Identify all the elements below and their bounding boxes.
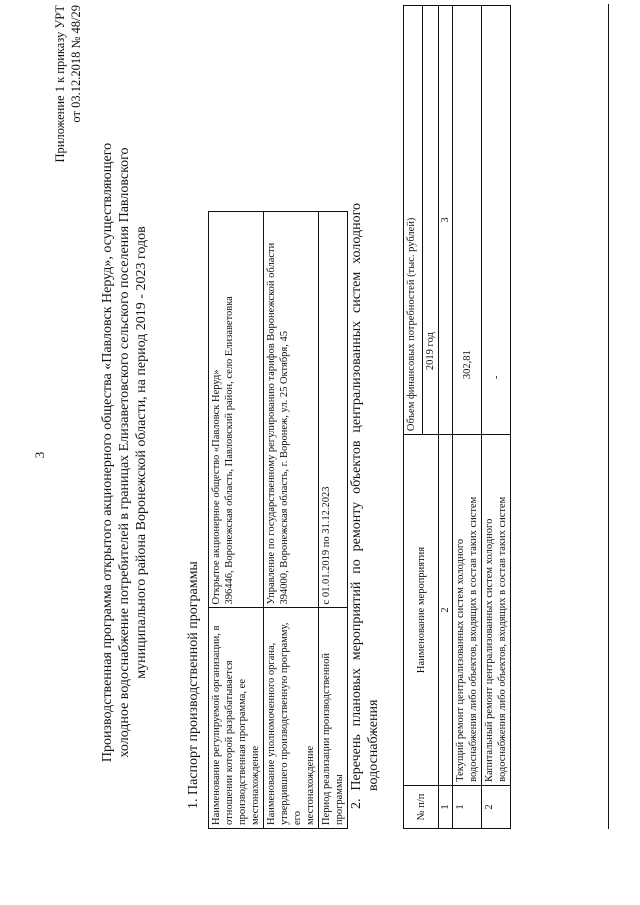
section-2-heading-line-1 — [348, 203, 365, 809]
text-line: отношении которой разрабатывается — [224, 660, 235, 825]
page-bottom-rule — [608, 4, 609, 829]
title-line-2: холодное водоснабжение потребителей в границах Елизаветовского сельского поселения Павловского — [117, 147, 132, 758]
text-line: 394000, Воронежская область, г. Воронеж, ул. 25 Октября, 45 — [279, 331, 290, 605]
heading-word: систем — [349, 271, 364, 313]
text-line: с 01.01.2019 по 31.12.2023 — [321, 486, 332, 605]
appendix-line-2: от 03.12.2018 № 48/29 — [69, 5, 83, 123]
text-line: Наименование уполномоченного органа, — [266, 642, 277, 825]
passport-value — [264, 212, 319, 608]
measure-name — [453, 435, 482, 786]
text-line: Открытое акционерное общество «Павловск Неруд» — [211, 369, 222, 605]
heading-word: объектов — [349, 440, 364, 494]
measure-value: 302,81 — [453, 6, 482, 435]
text-line: Период реализации производственной программы — [321, 653, 345, 825]
row-number: 2 — [482, 785, 511, 828]
heading-word: по — [349, 559, 364, 574]
column-header-volume: Объем финансовых потребностей (тыс. рублей) — [404, 6, 423, 435]
passport-table — [208, 211, 348, 829]
column-numbering-row — [439, 6, 453, 829]
text-line: водоснабжения либо объектов, входящих в состав таких систем — [468, 496, 479, 782]
passport-value — [319, 212, 348, 608]
passport-label — [319, 608, 348, 829]
column-header-name: Наименование мероприятия — [404, 435, 439, 786]
heading-word: ремонту — [349, 501, 364, 552]
text-line: Текущий ремонт централизованных систем холодного — [455, 538, 466, 782]
column-number: 1 — [439, 785, 453, 828]
text-line: производственная программа, ее местонахождение — [237, 678, 261, 825]
heading-word: плановых — [349, 668, 364, 727]
table-row — [482, 6, 511, 829]
table-row — [319, 212, 348, 829]
column-number: 2 — [439, 435, 453, 786]
passport-value — [209, 212, 264, 608]
text-line: утвердившего производственную программу, его — [279, 622, 303, 825]
measure-name — [482, 435, 511, 786]
text-line: Наименование регулируемой организации, в — [211, 625, 222, 825]
heading-word: Перечень — [349, 734, 364, 791]
measure-value: - — [482, 6, 511, 435]
table-row — [264, 212, 319, 829]
column-number: 3 — [439, 6, 453, 435]
document-title — [99, 100, 150, 805]
heading-word: централизованных — [349, 320, 364, 433]
section-1-heading: 1. Паспорт производственной программы — [186, 561, 201, 809]
table-header-row — [404, 6, 423, 829]
table-row — [453, 6, 482, 829]
passport-label — [209, 608, 264, 829]
title-line-1: Производственная программа открытого акционерного общества «Павловск Неруд», осуществляющего — [100, 142, 115, 763]
measures-table — [403, 5, 511, 829]
column-header-year: 2019 год — [423, 6, 439, 435]
table-row — [209, 212, 264, 829]
appendix-note — [52, 5, 84, 215]
text-line: местонахождение — [305, 745, 316, 825]
row-number: 1 — [453, 785, 482, 828]
text-line: Управление по государственному регулированию тарифов Воронежской области — [266, 242, 277, 605]
heading-word: холодного — [349, 203, 364, 264]
page-number: 3 — [32, 451, 47, 459]
passport-label — [264, 608, 319, 829]
appendix-line-1: Приложение 1 к приказу УРТ — [53, 5, 67, 163]
section-2-heading — [348, 203, 382, 809]
text-line: 396446, Воронежская область, Павловский район, село Елизаветовка — [224, 296, 235, 605]
text-line: Капитальный ремонт централизованных систем холодного — [484, 518, 495, 782]
text-line: водоснабжения либо объектов, входящих в состав таких систем — [497, 496, 508, 782]
heading-word: мероприятий — [349, 581, 364, 661]
section-2-heading-line-2: водоснабжения — [366, 699, 381, 791]
heading-word: 2. — [349, 798, 364, 809]
column-header-number: № п/п — [404, 785, 439, 828]
title-line-3: муниципального района Воронежской области, на период 2019 - 2023 годов — [134, 226, 149, 679]
